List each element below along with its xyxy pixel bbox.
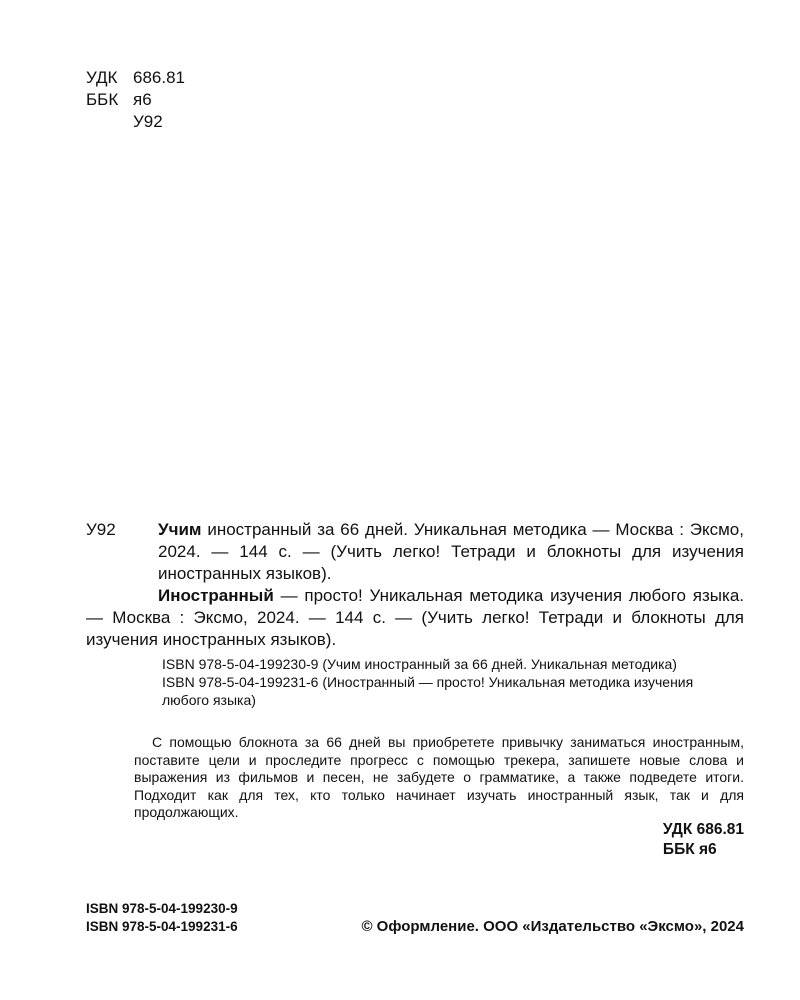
annotation-code: У92 [86,520,116,539]
footer-isbns [86,900,238,936]
entry2-text: — просто! Уникальная методика изучения любого языка. — Москва : Эксмо, 2024. — 144 с. — (Учить легко! Тетради и блокноты для изучения иностранных языков). [86,586,744,649]
entry2-title: Иностранный [158,586,274,605]
footer-isbn-2: ISBN 978-5-04-199231-6 [86,919,238,934]
abstract-text: С помощью блокнота за 66 дней вы приобретете привычку заниматься иностранным, поставите цели и проследите прогресс с помощью трекера, запишете новые слова и выражения из фильмов и песен, не забудете о грамматике, а также подведете итоги. Подходит как для тех, кто только начинает изучать иностранный язык, так и для продолжающих. [134,734,744,820]
bottom-udk: УДК 686.81 [662,821,744,838]
bbk-label: ББК [86,90,119,109]
entry-first [86,519,744,585]
entry-second [86,585,744,651]
udk-value: 686.81 [133,68,185,87]
abstract [134,734,744,822]
isbn-item: ISBN 978-5-04-199231-6 (Иностранный — просто! Уникальная методика изучения любого языка) [162,674,694,708]
isbn-list [162,655,744,709]
entry1-text: иностранный за 66 дней. Уникальная методика — Москва : Эксмо, 2024. — 144 с. — (Учить легко! Тетради и блокноты для изучения иностранных языков). [158,520,744,583]
copyright: © Оформление. ООО «Издательство «Эксмо», 2024 [361,918,744,935]
author-sign-row [86,111,185,133]
bottom-bbk: ББК я6 [662,841,717,858]
udk-row [86,67,185,89]
bbk-row [86,89,185,111]
author-sign: У92 [133,112,163,131]
classification-codes [86,67,185,133]
bibliographic-annotation [86,519,744,651]
footer-isbn-1: ISBN 978-5-04-199230-9 [86,901,238,916]
bottom-classification [663,820,744,860]
udk-label: УДК [86,68,118,87]
entry1-title: Учим [158,520,202,539]
bbk-value: я6 [133,90,152,109]
isbn-item: ISBN 978-5-04-199230-9 (Учим иностранный за 66 дней. Уникальная методика) [162,656,677,672]
